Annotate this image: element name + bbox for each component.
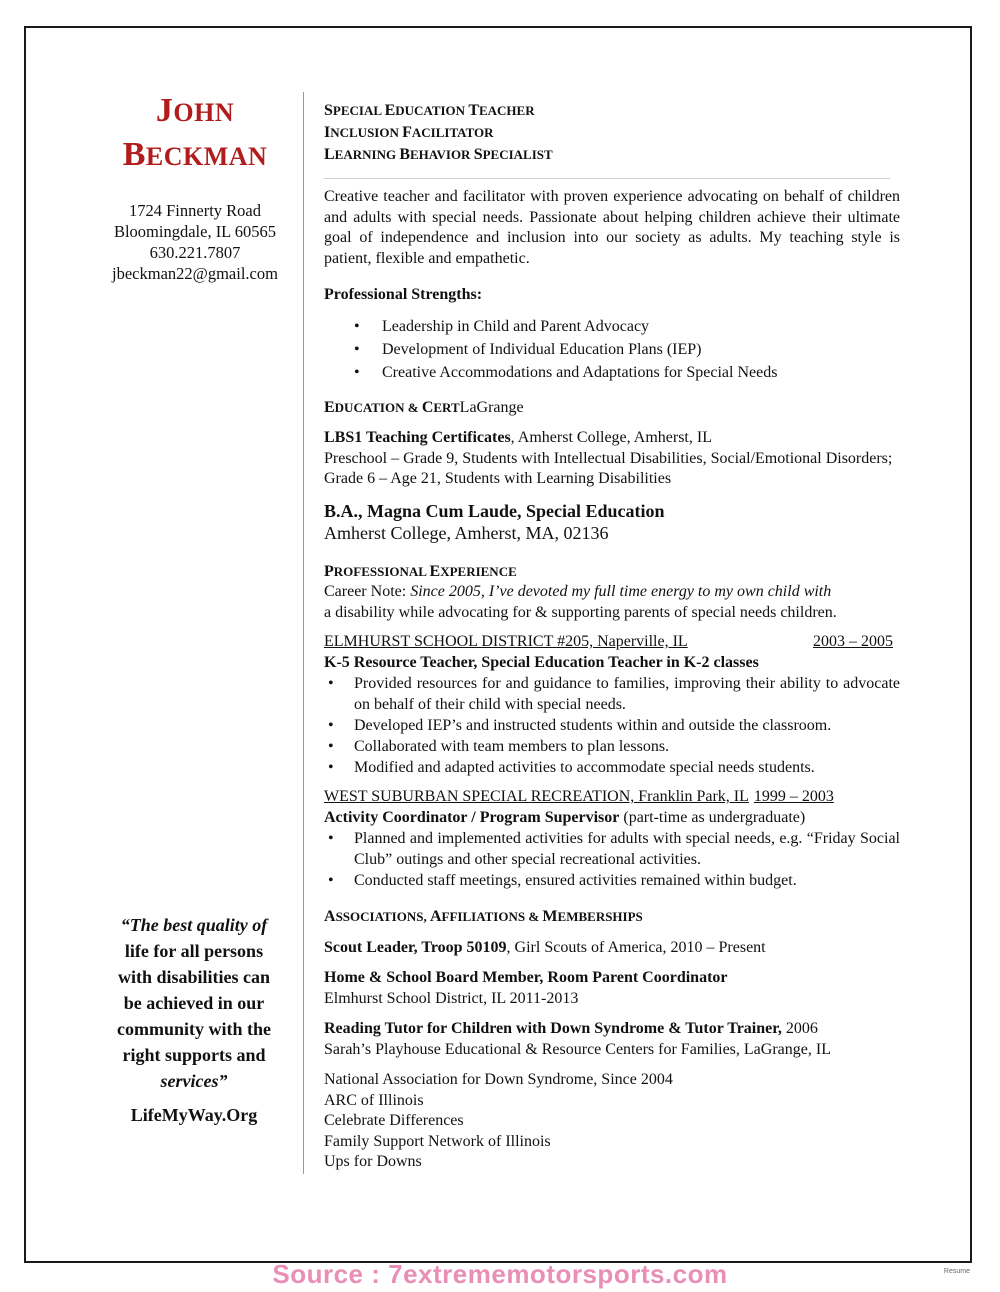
job-titles [324, 100, 900, 166]
quote-website: LifeMyWay.Org [130, 1105, 258, 1125]
quote-line: be achieved in our [123, 993, 265, 1013]
last-name: BECKMAN [122, 136, 268, 173]
associations-heading: ASSOCIATIONS, AFFILIATIONS & MEMBERSHIPS [324, 908, 643, 925]
list-item: Ups for Downs [324, 1153, 422, 1170]
association-tutor: Reading Tutor for Children with Down Syndrome & Tutor Trainer, 2006 Sarah’s Playhouse Educational & Resource Centers for Families, LaGrange, IL [324, 1020, 831, 1058]
list-item: • Creative Accommodations and Adaptations for Special Needs [324, 361, 900, 384]
lbs1-detail: Preschool – Grade 9, Students with Intellectual Disabilities, Social/Emotional Disorders; Grade 6 – Age 21, Students with Learning Disabilities [324, 449, 893, 487]
quote-line: with disabilities can [117, 967, 271, 987]
quote-line: services” [160, 1071, 228, 1091]
association-board: Home & School Board Member, Room Parent Coordinator Elmhurst School District, IL 2011-2013 [324, 969, 728, 1007]
job-bullets [324, 673, 900, 778]
experience-heading: PROFESSIONAL EXPERIENCE [324, 562, 517, 580]
quote-line: community with the [117, 1019, 271, 1039]
strengths-list [324, 315, 900, 384]
degree-school: Amherst College, Amherst, MA, 02136 [324, 522, 609, 543]
list-item: • Collaborated with team members to plan lessons. [324, 736, 900, 757]
list-item: • Development of Individual Education Plans (IEP) [324, 338, 900, 361]
employer-line: WEST SUBURBAN SPECIAL RECREATION, Franklin Park, IL 1999 – 2003 [324, 788, 834, 805]
employer-line: ELMHURST SCHOOL DISTRICT #205, Naperville, IL 2003 – 2005 [324, 633, 893, 650]
title-line: INCLUSION FACILITATOR [324, 124, 494, 141]
sidebar-quote [96, 912, 292, 1128]
list-item: • Leadership in Child and Parent Advocacy [324, 315, 900, 338]
footer-mark: Resume [943, 1268, 970, 1275]
list-item: National Association for Down Syndrome, Since 2004 [324, 1071, 673, 1088]
association-scout: Scout Leader, Troop 50109, Girl Scouts of America, 2010 – Present [324, 938, 766, 956]
main-content [324, 100, 900, 1173]
lbs1-certificate: LBS1 Teaching Certificates, Amherst College, Amherst, IL Preschool – Grade 9, Students with Intellectual Disabilities, Social/Emotional Disorders; Grade 6 – Age 21, Students with Learning Disabilities [324, 428, 900, 490]
education-heading: EDUCATION & CERTLaGrange [324, 398, 524, 416]
organization-list [324, 1070, 900, 1173]
career-note: Career Note: Since 2005, I’ve devoted my full time energy to my own child with [324, 583, 832, 600]
list-item: • Modified and adapted activities to accommodate special needs students. [324, 757, 900, 778]
title-line: LEARNING BEHAVIOR SPECIALIST [324, 146, 553, 163]
summary-paragraph: Creative teacher and facilitator with proven experience advocating on behalf of children and adults with special needs. Passionate about helping children achieve their ultimate goal of independence and inclusion into our society as adults. My teaching style is patient, flexible and empathetic. [324, 188, 900, 267]
quote-line: “The best quality of [120, 915, 268, 935]
sidebar [90, 90, 300, 284]
phone-number: 630.221.7807 [149, 243, 241, 262]
list-item: Family Support Network of Illinois [324, 1132, 551, 1150]
list-item: ARC of Illinois [324, 1091, 424, 1109]
list-item: Celebrate Differences [324, 1112, 464, 1129]
column-divider [303, 92, 304, 1174]
address-line-1: 1724 Finnerty Road [129, 201, 261, 220]
job-bullets [324, 828, 900, 891]
job-title: Activity Coordinator / Program Supervisor (part-time as undergraduate) [324, 808, 806, 826]
strengths-heading: Professional Strengths: [324, 286, 483, 303]
header-divider [324, 178, 890, 179]
address-line-2: Bloomingdale, IL 60565 [113, 222, 277, 241]
job-entry [324, 632, 900, 778]
list-item: • Provided resources for and guidance to families, improving their ability to advocate on behalf of their child with special needs. [324, 673, 900, 715]
list-item: • Planned and implemented activities for adults with special needs, e.g. “Friday Social Club” outings and other special recreational activities. [324, 828, 900, 870]
career-note-continued: a disability while advocating for & supporting parents of special needs children. [324, 603, 837, 621]
title-line: SPECIAL EDUCATION TEACHER [324, 102, 535, 119]
quote-line: life for all persons [124, 941, 264, 961]
job-entry [324, 787, 900, 891]
email-address: jbeckman22@gmail.com [112, 264, 278, 283]
list-item: • Developed IEP’s and instructed students within and outside the classroom. [324, 715, 900, 736]
job-title: K-5 Resource Teacher, Special Education Teacher in K-2 classes [324, 653, 759, 671]
quote-line: right supports and [122, 1045, 266, 1065]
contact-info [90, 200, 300, 284]
source-watermark: Source : 7extrememotorsports.com [272, 1259, 728, 1289]
list-item: • Conducted staff meetings, ensured activities remained within budget. [324, 870, 900, 891]
degree-title: B.A., Magna Cum Laude, Special Education [324, 500, 665, 521]
first-name: JOHN [155, 92, 235, 129]
